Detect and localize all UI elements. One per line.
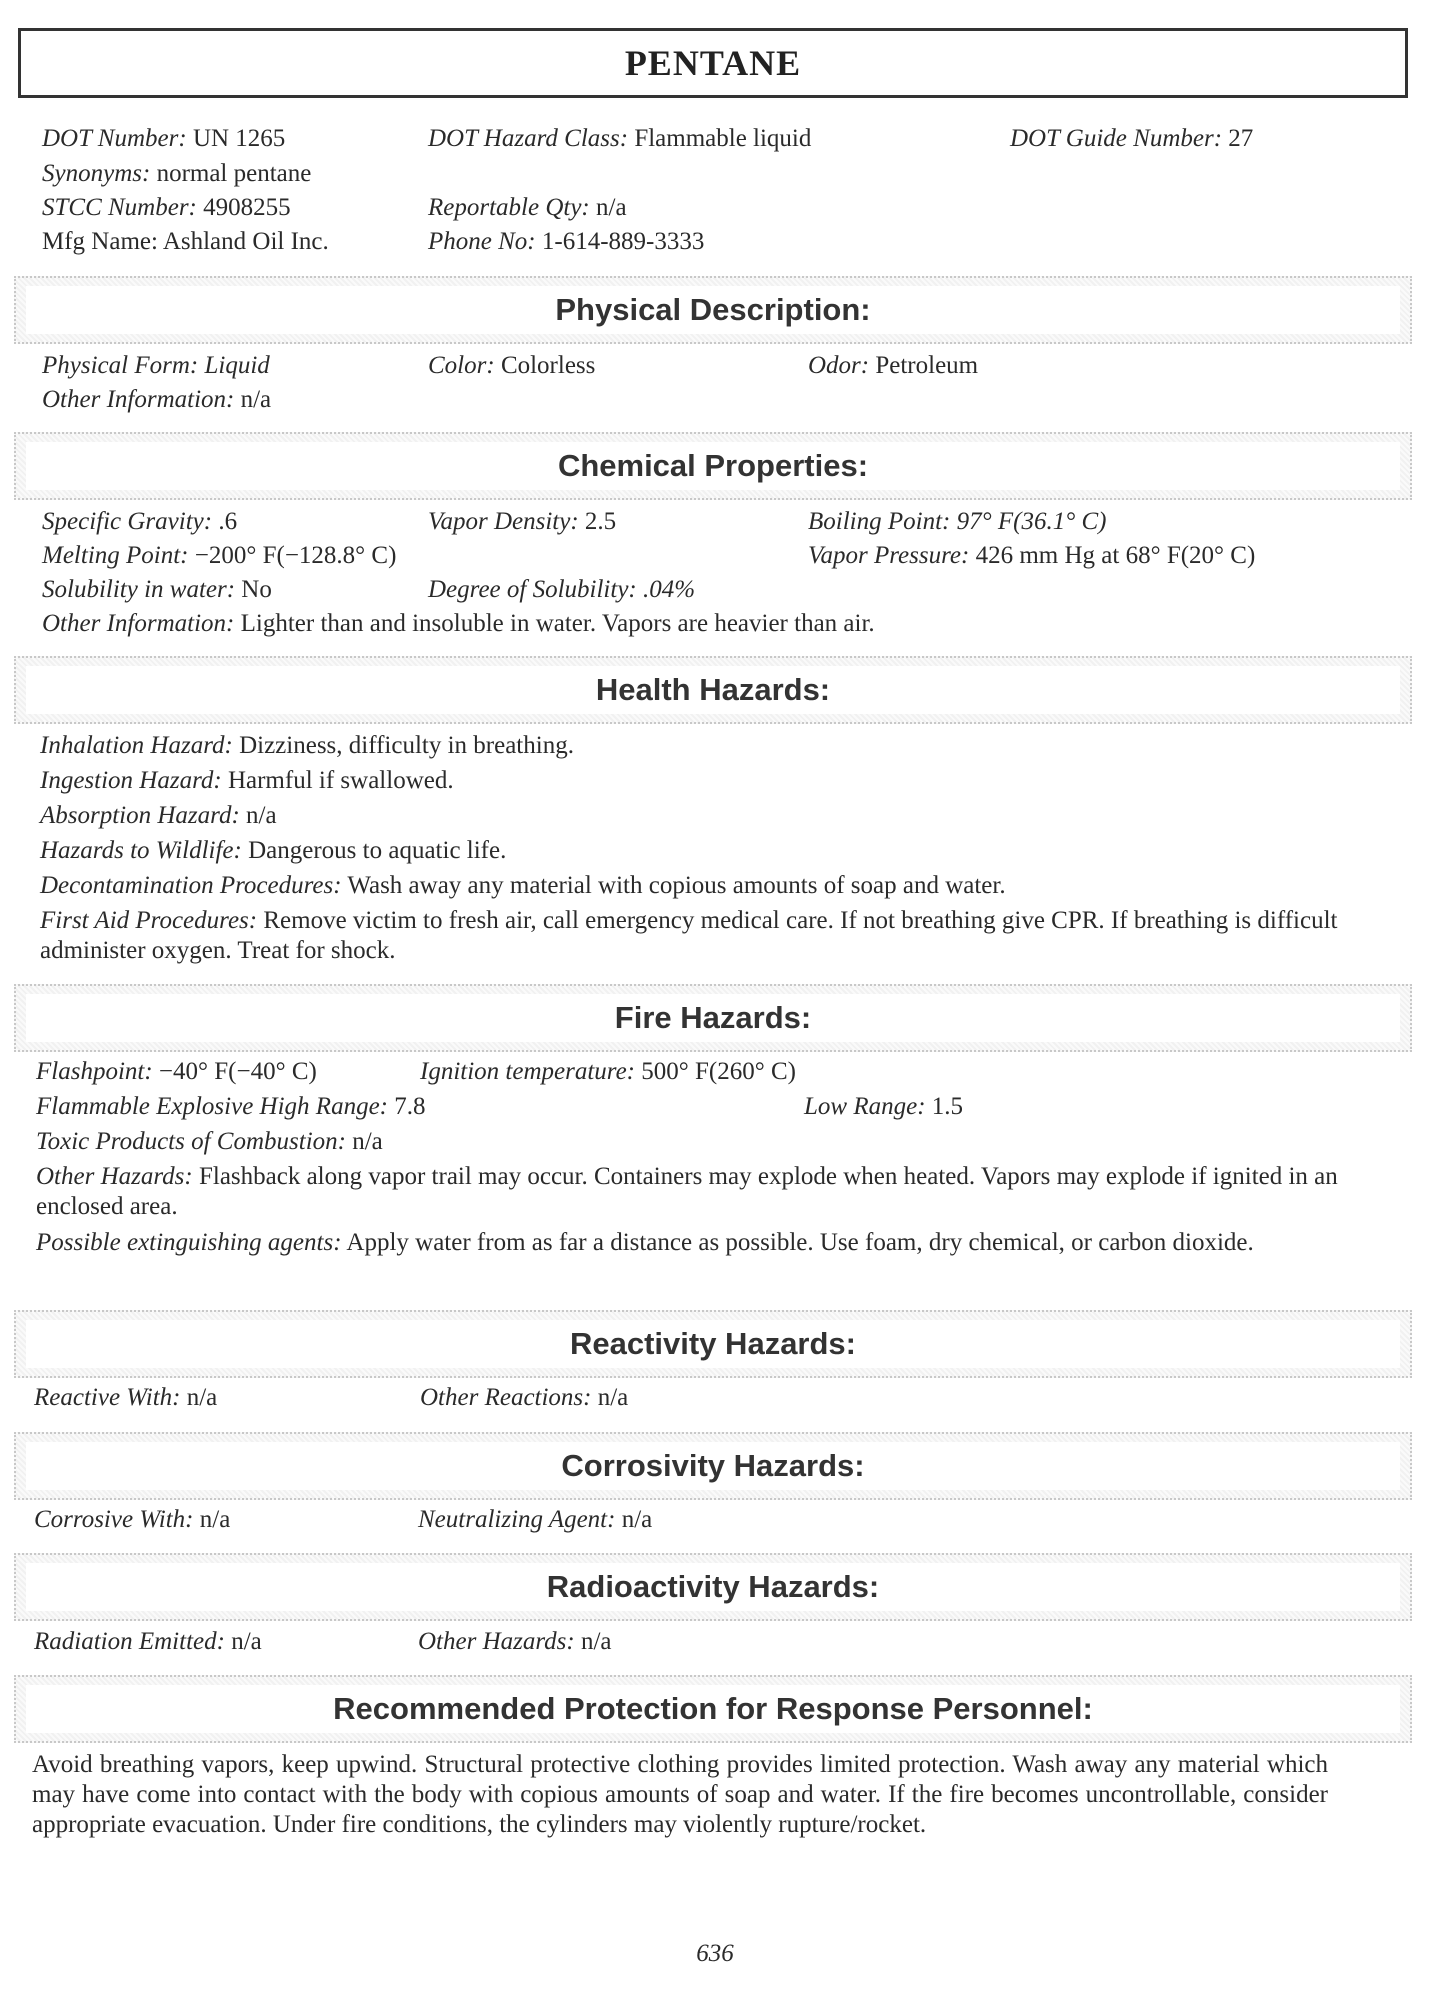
other-reactions: Other Reactions: n/a	[420, 1384, 629, 1411]
stcc-number: STCC Number: 4908255	[42, 194, 291, 221]
degree-solubility: Degree of Solubility: .04%	[428, 576, 696, 603]
corrosive-with: Corrosive With: n/a	[34, 1506, 231, 1533]
specific-gravity: Specific Gravity: .6	[42, 508, 238, 535]
section-header-physical: Physical Description:	[14, 276, 1412, 344]
extinguishing-agents: Possible extinguishing agents: Apply water from as far a distance as possible. Use foam, dry chemical, or carbon dioxide.	[36, 1229, 1254, 1256]
protection-text: Avoid breathing vapors, keep upwind. Structural protective clothing provides limited protection. Wash away any material which may have come into contact with the body with copious amounts of soap and water. If the fire becomes uncontrollable, consider appropriate evacuation. Under fire conditions, the cylinders may violently rupture/rocket.	[32, 1751, 1328, 1838]
dot-guide-number: DOT Guide Number: 27	[1010, 125, 1254, 152]
low-range: Low Range: 1.5	[804, 1093, 964, 1120]
radiation-emitted: Radiation Emitted: n/a	[34, 1628, 262, 1655]
boiling-point: Boiling Point: 97° F(36.1° C)	[808, 508, 1107, 535]
section-header-health: Health Hazards:	[14, 656, 1412, 724]
neutralizing-agent: Neutralizing Agent: n/a	[418, 1506, 653, 1533]
section-header-reactivity: Reactivity Hazards:	[14, 1310, 1412, 1378]
flashpoint: Flashpoint: −40° F(−40° C)	[36, 1058, 317, 1085]
physical-other-info: Other Information: n/a	[42, 386, 272, 413]
section-header-radioactivity: Radioactivity Hazards:	[14, 1553, 1412, 1621]
mfg-name: Mfg Name: Ashland Oil Inc.	[42, 228, 329, 255]
high-range: Flammable Explosive High Range: 7.8	[36, 1093, 426, 1120]
vapor-pressure: Vapor Pressure: 426 mm Hg at 68° F(20° C)	[808, 542, 1256, 569]
decontamination: Decontamination Procedures: Wash away any material with copious amounts of soap and water.	[40, 872, 1006, 899]
toxic-products: Toxic Products of Combustion: n/a	[36, 1128, 383, 1155]
absorption-hazard: Absorption Hazard: n/a	[40, 802, 277, 829]
dot-number: DOT Number: UN 1265	[42, 125, 286, 152]
color: Color: Colorless	[428, 352, 596, 379]
physical-form: Physical Form: Liquid	[42, 352, 270, 379]
inhalation-hazard: Inhalation Hazard: Dizziness, difficulty in breathing.	[40, 732, 574, 759]
ignition-temperature: Ignition temperature: 500° F(260° C)	[420, 1058, 796, 1085]
reportable-qty: Reportable Qty: n/a	[428, 194, 627, 221]
vapor-density: Vapor Density: 2.5	[428, 508, 617, 535]
fire-other-hazards: Other Hazards: Flashback along vapor trail may occur. Containers may explode when heated. Vapors may explode if ignited in an enclosed area.	[36, 1163, 1338, 1220]
radio-other-hazards: Other Hazards: n/a	[418, 1628, 612, 1655]
first-aid: First Aid Procedures: Remove victim to fresh air, call emergency medical care. If not breathing give CPR. If breathing is difficult administer oxygen. Treat for shock.	[40, 907, 1338, 964]
ingestion-hazard: Ingestion Hazard: Harmful if swallowed.	[40, 767, 454, 794]
dot-hazard-class: DOT Hazard Class: Flammable liquid	[428, 125, 812, 152]
reactive-with: Reactive With: n/a	[34, 1384, 218, 1411]
chemical-other-info: Other Information: Lighter than and insoluble in water. Vapors are heavier than air.	[42, 610, 875, 637]
synonyms: Synonyms: normal pentane	[42, 160, 312, 187]
section-header-chemical: Chemical Properties:	[14, 432, 1412, 500]
section-header-corrosivity: Corrosivity Hazards:	[14, 1432, 1412, 1500]
solubility: Solubility in water: No	[42, 576, 272, 603]
odor: Odor: Petroleum	[808, 352, 979, 379]
title-box	[18, 28, 1408, 98]
section-header-fire: Fire Hazards:	[14, 984, 1412, 1052]
phone-no: Phone No: 1-614-889-3333	[428, 228, 705, 255]
page-number: 636	[696, 1940, 734, 1967]
page-title: PENTANE	[624, 43, 802, 83]
melting-point: Melting Point: −200° F(−128.8° C)	[42, 542, 397, 569]
section-header-protection: Recommended Protection for Response Personnel:	[14, 1675, 1412, 1743]
wildlife-hazard: Hazards to Wildlife: Dangerous to aquatic life.	[40, 837, 507, 864]
